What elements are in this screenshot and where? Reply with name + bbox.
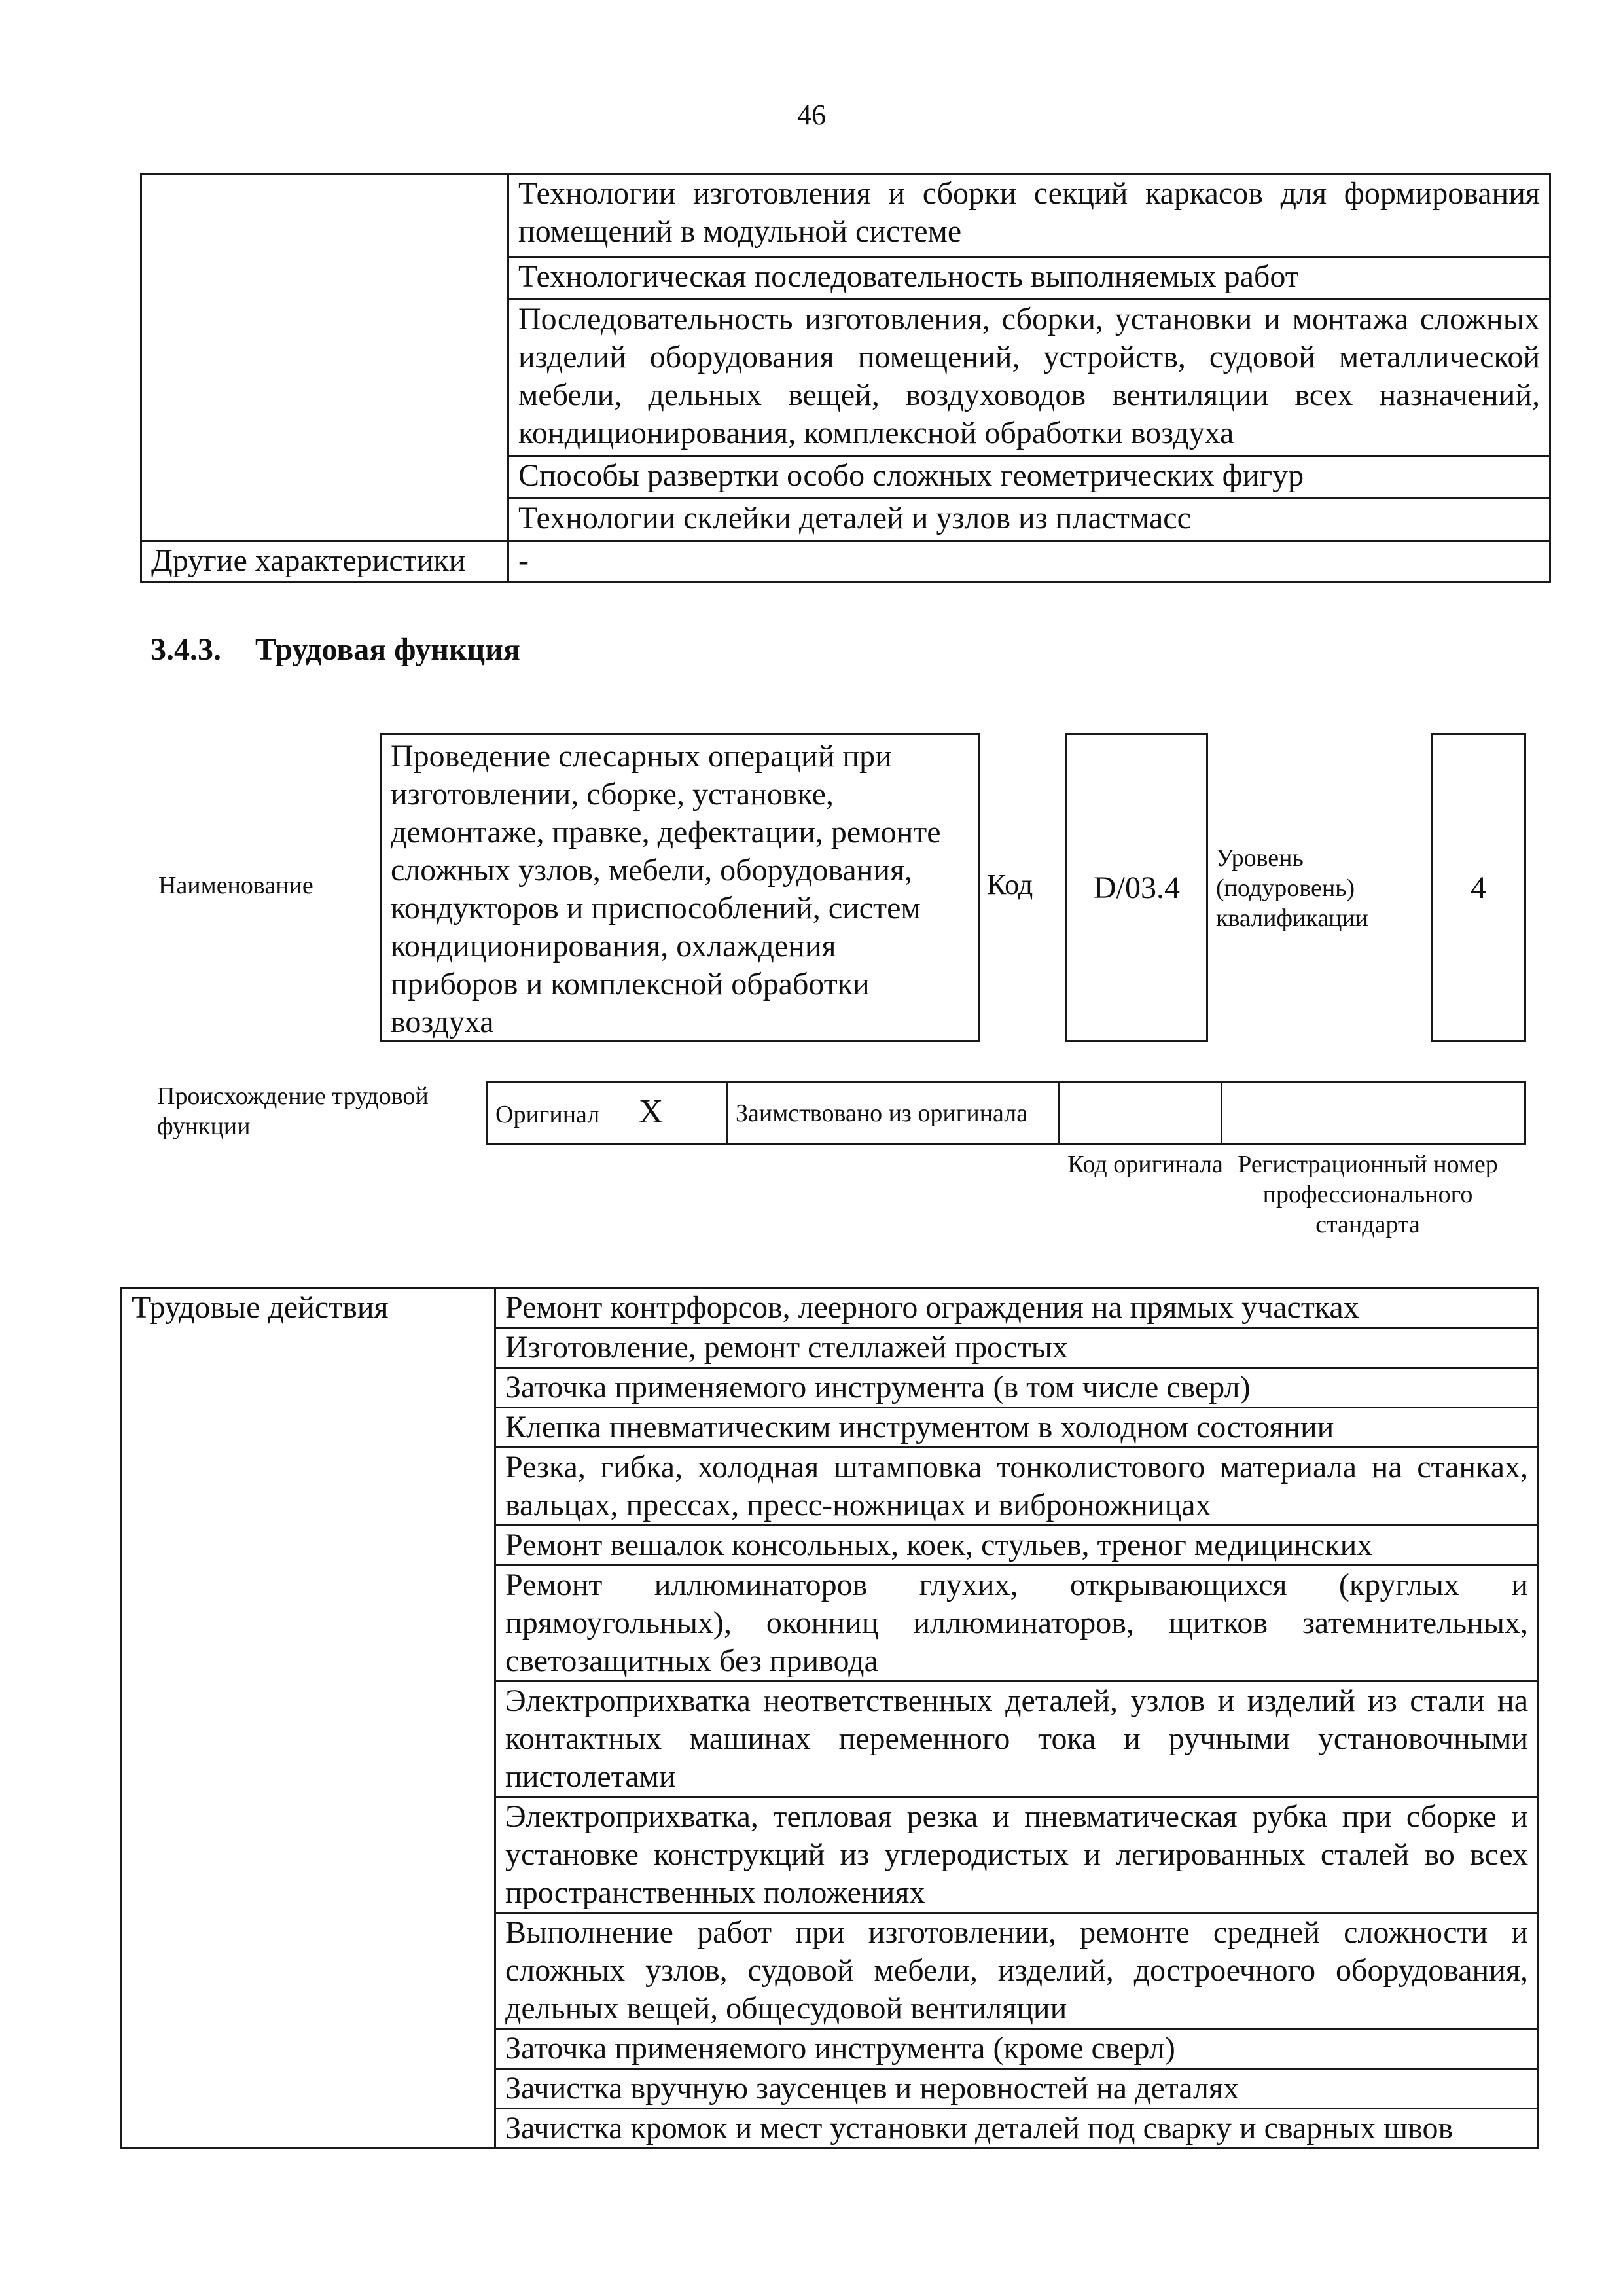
borrowed-label: Заимствовано из оригинала — [727, 1083, 1059, 1145]
original-label: Оригинал — [495, 1101, 600, 1128]
knowledge-item: Технологии изготовления и сборки секций каркасов для формирования помещений в модульной системе — [508, 174, 1550, 257]
knowledge-item: Способы развертки особо сложных геометрических фигур — [508, 456, 1550, 499]
knowledge-item: Технологическая последовательность выполняемых работ — [508, 257, 1550, 300]
action-item: Зачистка кромок и мест установки деталей под сварку и сварных швов — [495, 2109, 1539, 2149]
code-box — [1065, 733, 1208, 1042]
action-item: Клепка пневматическим инструментом в холодном состоянии — [495, 1408, 1539, 1448]
reg-number-cell — [1222, 1083, 1525, 1145]
action-item: Электроприхватка, тепловая резка и пневматическая рубка при сборке и установке конструкций из углеродистых и легированных сталей во всех пространственных положениях — [495, 1797, 1539, 1913]
actions-label: Трудовые действия — [122, 1288, 495, 2149]
name-label: Наименование — [158, 872, 313, 899]
knowledge-item: Последовательность изготовления, сборки, установки и монтажа сложных изделий оборудования помещений, устройств, судовой металлической мебели, дельных вещей, воздуховодов вентиляции всех назначений, кондиционирования, комплексной обработки воздуха — [508, 300, 1550, 456]
code-label: Код — [987, 869, 1033, 901]
level-value: 4 — [1471, 870, 1486, 905]
action-item: Ремонт иллюминаторов глухих, открывающихся (круглых и прямоугольных), оконниц иллюминаторов, щитков затемнительных, светозащитных без привода — [495, 1566, 1539, 1681]
requirements-table-continuation — [140, 173, 1551, 583]
page-number: 46 — [797, 99, 826, 131]
action-item: Изготовление, ремонт стеллажей простых — [495, 1328, 1539, 1368]
code-value: D/03.4 — [1094, 870, 1180, 905]
section-title: Трудовая функция — [255, 632, 520, 667]
function-name-value: Проведение слесарных операций при изготовлении, сборке, установке, демонтаже, правке, дефектации, ремонте сложных узлов, мебели, оборудования, кондукторов и приспособлений, систем кондиционирования, охлаждения приборов и комплексной обработки воздуха — [391, 739, 941, 1039]
level-label: Уровень (подуровень) квалификации — [1216, 844, 1369, 932]
section-heading — [151, 632, 520, 668]
level-box — [1431, 733, 1526, 1042]
other-characteristics-label: Другие характеристики — [141, 541, 508, 583]
action-item: Ремонт вешалок консольных, коек, стульев, треног медицинских — [495, 1526, 1539, 1566]
function-name-box — [380, 733, 980, 1042]
empty-left-cell — [141, 174, 508, 541]
action-item: Зачистка вручную заусенцев и неровностей на деталях — [495, 2069, 1539, 2109]
other-characteristics-value: - — [508, 541, 1550, 583]
section-number: 3.4.3. — [151, 632, 221, 667]
reg-number-caption: Регистрационный номер профессионального стандарта — [1238, 1151, 1498, 1238]
action-item: Заточка применяемого инструмента (в том числе сверл) — [495, 1368, 1539, 1408]
code-original-cell — [1059, 1083, 1222, 1145]
action-item: Резка, гибка, холодная штамповка тонколистового материала на станках, вальцах, прессах, пресс-ножницах и виброножницах — [495, 1448, 1539, 1526]
origin-table — [486, 1081, 1526, 1145]
action-item: Ремонт контрфорсов, леерного ограждения на прямых участках — [495, 1288, 1539, 1328]
knowledge-item: Технологии склейки деталей и узлов из пластмасс — [508, 499, 1550, 541]
origin-label: Происхождение трудовой функции — [157, 1083, 429, 1140]
labor-actions-table — [120, 1287, 1539, 2149]
action-item: Электроприхватка неответственных деталей, узлов и изделий из стали на контактных машинах переменного тока и ручными установочными пистолетами — [495, 1681, 1539, 1797]
original-cell — [487, 1083, 727, 1145]
action-item: Выполнение работ при изготовлении, ремонте средней сложности и сложных узлов, судовой мебели, изделий, достроечного оборудования, дельных вещей, общесудовой вентиляции — [495, 1913, 1539, 2029]
code-original-caption: Код оригинала — [1067, 1151, 1223, 1178]
original-mark: X — [638, 1093, 664, 1130]
action-item: Заточка применяемого инструмента (кроме сверл) — [495, 2029, 1539, 2069]
